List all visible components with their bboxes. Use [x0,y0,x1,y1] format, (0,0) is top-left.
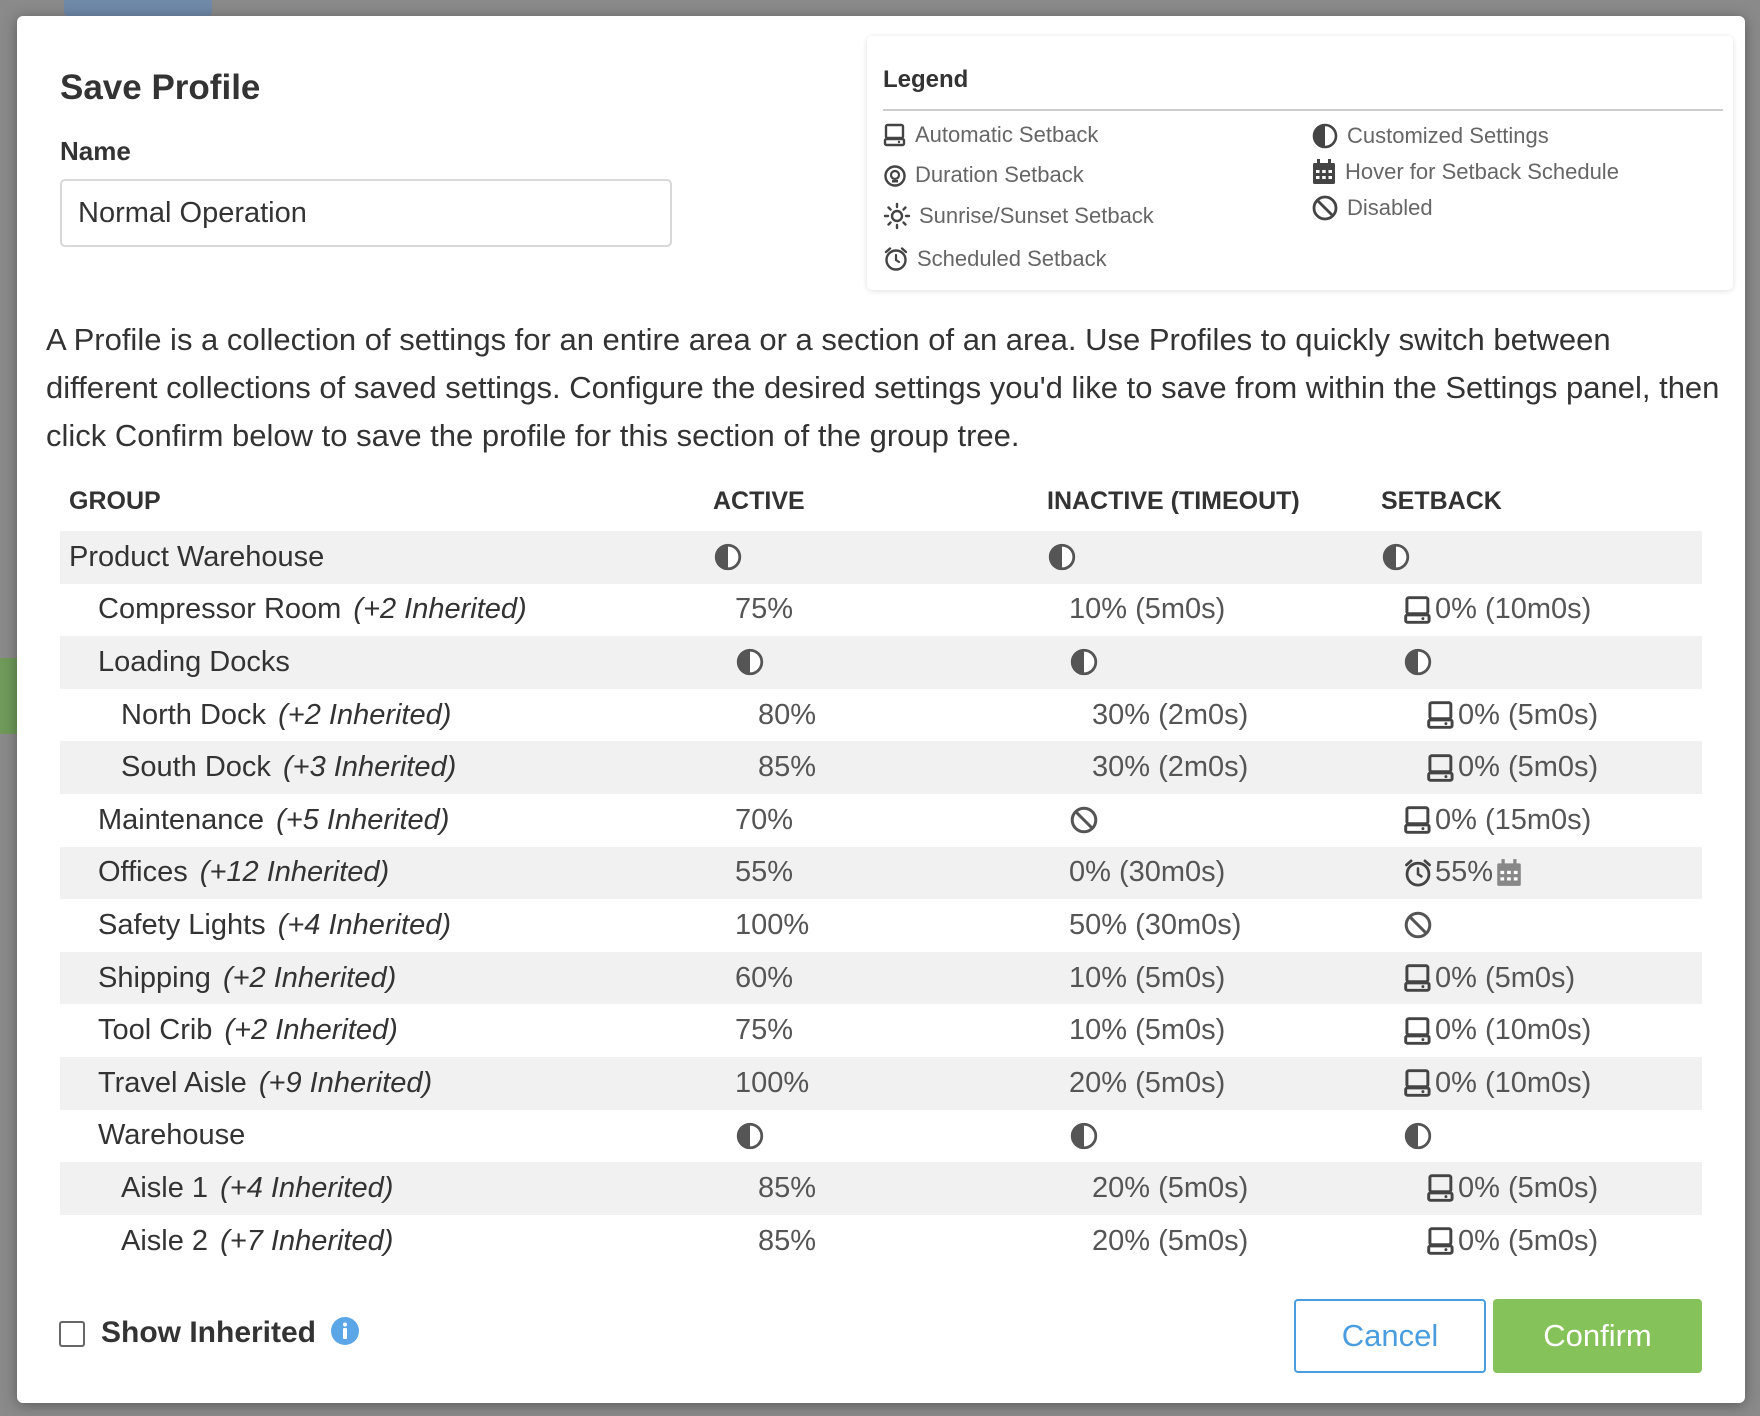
inactive-cell [1069,636,1099,689]
customized-settings-icon [1381,542,1411,572]
customized-settings-icon [713,542,743,572]
customized-settings-icon [1311,122,1339,150]
legend-item-duration [883,162,1084,188]
inactive-cell [1069,794,1099,847]
dialog-title: Save Profile [60,68,261,107]
inherited-count: (+4 Inherited) [277,908,452,941]
setback-cell [1403,952,1575,1005]
inherited-count: (+2 Inherited) [353,593,527,626]
backdrop-tab [64,0,212,16]
customized-settings-icon [1403,647,1433,677]
name-label: Name [60,136,131,166]
inactive-cell [1069,1004,1225,1057]
legend-label: Hover for Setback Schedule [1345,159,1619,184]
save-profile-dialog [17,16,1745,1403]
confirm-button[interactable]: Confirm [1493,1299,1702,1373]
setback-cell [1403,584,1591,637]
group-cell [98,1004,398,1057]
group-name: Safety Lights [98,908,266,941]
inactive-value: 20% (5m0s) [1092,1171,1249,1204]
inactive-value: 30% (2m0s) [1092,751,1249,784]
table-row [60,1110,1702,1163]
sunrise-sunset-icon [883,202,911,230]
group-cell [98,899,451,952]
group-cell [121,1162,393,1215]
table-header [60,473,1702,531]
calendar-icon [1311,158,1337,186]
inactive-cell [1092,741,1248,794]
group-cell [69,531,324,584]
group-cell [98,847,389,900]
inactive-cell [1069,1057,1225,1110]
calendar-icon[interactable] [1495,858,1523,888]
group-name: Shipping [98,961,211,994]
profile-name-input[interactable] [60,179,672,247]
automatic-setback-icon [1426,752,1456,784]
inherited-count: (+2 Inherited) [278,698,452,731]
legend-item-sunrise [883,202,1154,230]
active-cell [735,1004,793,1057]
active-value: 85% [758,1171,817,1204]
profile-settings-table [60,473,1702,1267]
inherited-count: (+2 Inherited) [224,1014,398,1047]
active-value: 55% [735,856,794,889]
table-row [60,899,1702,952]
active-value: 75% [735,1014,794,1047]
legend-item-automatic [883,122,1098,148]
inactive-value: 10% (5m0s) [1069,961,1226,994]
group-cell [98,794,449,847]
group-cell [121,1215,393,1268]
group-name: Offices [98,856,188,889]
automatic-setback-icon [1426,1172,1456,1204]
group-name: Travel Aisle [98,1066,247,1099]
group-name: Compressor Room [98,593,342,626]
automatic-setback-icon [1403,1067,1433,1099]
legend-item-schedule-hover [1311,158,1619,186]
group-name: Tool Crib [98,1014,213,1047]
setback-value: 0% (5m0s) [1458,751,1599,784]
automatic-setback-icon [1426,699,1456,731]
active-cell [735,952,793,1005]
group-name: Maintenance [98,803,265,836]
inherited-count: (+3 Inherited) [282,751,457,784]
table-row [60,952,1702,1005]
table-row [60,636,1702,689]
legend-label: Automatic Setback [915,122,1099,147]
inactive-value: 20% (5m0s) [1069,1066,1226,1099]
active-cell [735,636,765,689]
setback-cell [1403,899,1433,952]
active-cell [758,1162,816,1215]
inactive-value: 30% (2m0s) [1092,698,1249,731]
setback-value: 0% (10m0s) [1435,1066,1592,1099]
group-name: Product Warehouse [69,540,325,573]
setback-cell [1403,1110,1433,1163]
inactive-cell [1069,847,1225,900]
active-cell [758,1215,816,1268]
legend-label: Disabled [1347,195,1433,220]
setback-value: 0% (10m0s) [1435,1014,1592,1047]
setback-value: 0% (5m0s) [1458,1224,1599,1257]
group-name: South Dock [121,751,271,784]
group-cell [121,689,451,742]
inactive-cell [1092,689,1248,742]
legend-divider [883,109,1723,111]
table-row [60,847,1702,900]
setback-value: 0% (5m0s) [1435,961,1576,994]
table-row [60,741,1702,794]
active-cell [735,1110,765,1163]
header-active: ACTIVE [713,487,805,515]
inactive-cell [1092,1162,1248,1215]
backdrop-element [0,658,18,734]
active-cell [735,899,809,952]
show-inherited-checkbox[interactable] [59,1321,85,1347]
group-name: Aisle 2 [121,1224,209,1257]
automatic-setback-icon [1403,594,1433,626]
active-value: 100% [735,1066,810,1099]
automatic-setback-icon [1403,804,1433,836]
table-row [60,584,1702,637]
setback-value: 0% (5m0s) [1458,698,1599,731]
inactive-value: 10% (5m0s) [1069,1014,1226,1047]
customized-settings-icon [1047,542,1077,572]
active-cell [735,794,793,847]
active-value: 70% [735,803,794,836]
header-inactive: INACTIVE (TIMEOUT) [1047,487,1300,515]
info-icon[interactable] [330,1316,360,1346]
inactive-value: 50% (30m0s) [1069,908,1242,941]
inactive-value: 20% (5m0s) [1092,1224,1249,1257]
automatic-setback-icon [1403,962,1433,994]
legend-title: Legend [883,66,969,93]
inactive-cell [1047,531,1077,584]
disabled-icon [1311,194,1339,222]
disabled-icon [1069,805,1099,835]
active-cell [758,689,816,742]
setback-cell [1426,741,1598,794]
setback-cell [1381,531,1411,584]
inactive-cell [1092,1215,1248,1268]
automatic-setback-icon [1426,1225,1456,1257]
inactive-value: 0% (30m0s) [1069,856,1226,889]
customized-settings-icon [735,647,765,677]
cancel-button[interactable]: Cancel [1294,1299,1486,1373]
group-cell [98,1057,432,1110]
setback-cell [1403,1004,1591,1057]
group-cell [98,636,290,689]
table-body [60,531,1702,1267]
setback-cell [1403,794,1591,847]
setback-value: 0% (15m0s) [1435,803,1592,836]
legend-item-disabled [1311,194,1433,222]
active-value: 100% [735,908,810,941]
setback-cell [1426,689,1598,742]
group-name: North Dock [121,698,267,731]
header-setback: SETBACK [1381,487,1502,515]
inherited-count: (+7 Inherited) [220,1224,394,1257]
profile-description: A Profile is a collection of settings for an entire area or a section of an area. Use Profiles to quickly switch between different collections of saved settings. Configure the desired settings you'd like to save from within the Settings panel, then click Confirm below to save the profile for this section of the group tree. [46,322,1720,453]
inherited-count: (+2 Inherited) [222,961,397,994]
table-row [60,794,1702,847]
setback-cell [1403,1057,1591,1110]
active-value: 85% [758,1224,817,1257]
group-cell [98,952,396,1005]
group-cell [98,584,527,637]
active-cell [713,531,743,584]
active-value: 60% [735,961,794,994]
inactive-cell [1069,1110,1099,1163]
inactive-cell [1069,899,1241,952]
inherited-count: (+4 Inherited) [220,1171,394,1204]
legend-label: Duration Setback [915,162,1084,187]
active-cell [735,847,793,900]
scheduled-setback-icon [883,246,909,272]
legend-label: Customized Settings [1347,123,1549,148]
automatic-setback-icon [1403,1015,1433,1047]
table-row [60,1162,1702,1215]
group-cell [121,741,456,794]
active-cell [735,584,793,637]
active-cell [758,741,816,794]
customized-settings-icon [735,1121,765,1151]
automatic-setback-icon [883,122,907,148]
table-row [60,531,1702,584]
customized-settings-icon [1403,1121,1433,1151]
show-inherited-label[interactable]: Show Inherited [101,1316,317,1349]
setback-value: 55% [1435,856,1494,889]
group-name: Loading Docks [98,645,290,678]
active-value: 75% [735,593,794,626]
customized-settings-icon [1069,647,1099,677]
setback-value: 0% (10m0s) [1435,593,1592,626]
legend-label: Scheduled Setback [917,246,1107,271]
inherited-count: (+9 Inherited) [258,1066,433,1099]
duration-setback-icon [883,162,907,188]
disabled-icon [1403,910,1433,940]
setback-cell [1403,636,1433,689]
table-row [60,1004,1702,1057]
inherited-count: (+12 Inherited) [199,856,390,889]
active-cell [735,1057,809,1110]
group-name: Aisle 1 [121,1171,209,1204]
legend-item-customized [1311,122,1549,150]
setback-value: 0% (5m0s) [1458,1171,1599,1204]
legend-item-scheduled [883,246,1107,272]
legend-panel [867,36,1733,290]
setback-cell [1426,1162,1598,1215]
inactive-value: 10% (5m0s) [1069,593,1226,626]
table-row [60,1057,1702,1110]
header-group: GROUP [69,487,161,515]
setback-cell [1426,1215,1598,1268]
active-value: 80% [758,698,817,731]
legend-label: Sunrise/Sunset Setback [919,203,1154,228]
active-value: 85% [758,751,817,784]
scheduled-setback-icon [1403,858,1433,888]
group-name: Warehouse [98,1119,246,1152]
table-row [60,1215,1702,1268]
inactive-cell [1069,584,1225,637]
customized-settings-icon [1069,1121,1099,1151]
group-cell [98,1110,245,1163]
table-row [60,689,1702,742]
setback-cell [1403,847,1523,900]
inherited-count: (+5 Inherited) [276,803,450,836]
inactive-cell [1069,952,1225,1005]
